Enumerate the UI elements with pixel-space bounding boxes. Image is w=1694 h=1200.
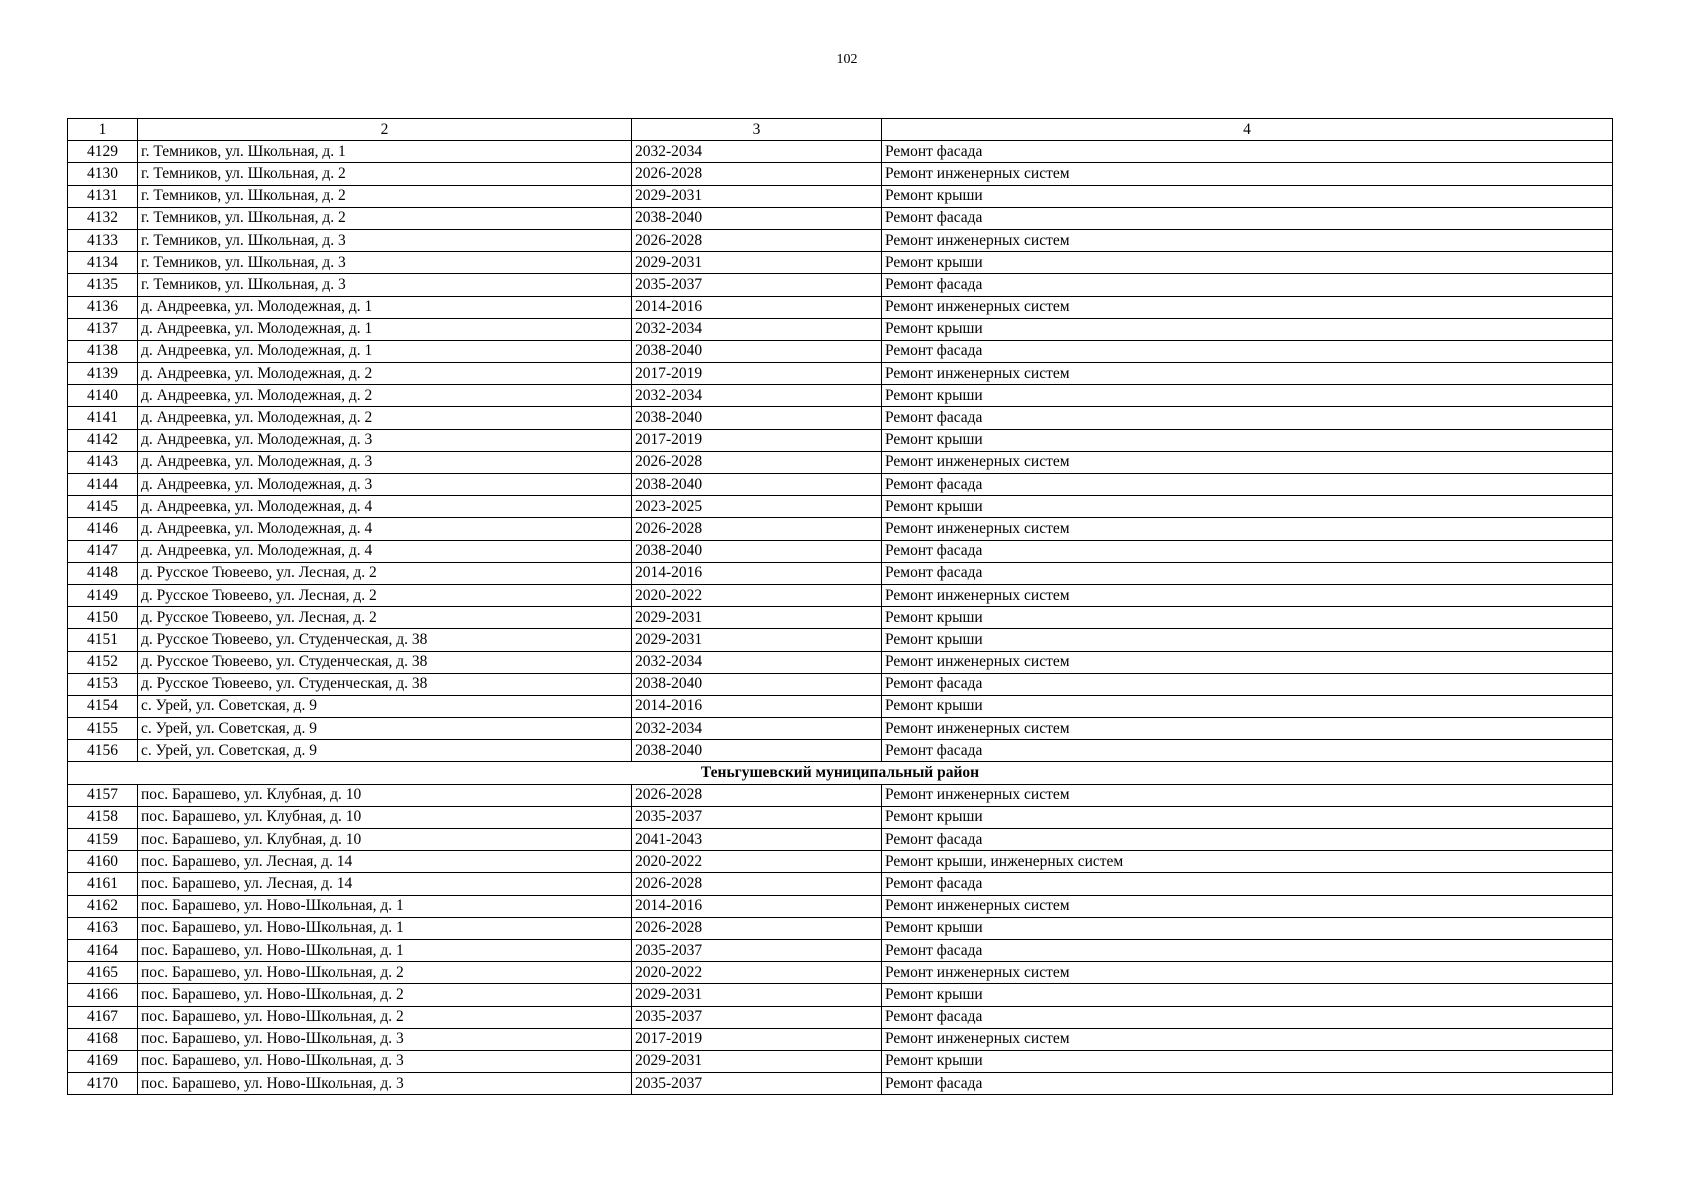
row-number: 4152	[68, 651, 138, 673]
table-row	[68, 141, 1613, 163]
row-number: 4150	[68, 607, 138, 629]
row-number: 4149	[68, 584, 138, 606]
table-row	[68, 784, 1613, 806]
table-row	[68, 207, 1613, 229]
work-type-cell: Ремонт фасада	[882, 274, 1613, 296]
work-type-cell: Ремонт фасада	[882, 562, 1613, 584]
address-cell: д. Русское Тювеево, ул. Студенческая, д. 38	[138, 629, 632, 651]
section-title: Теньгушевский муниципальный район	[68, 762, 1613, 784]
table-row	[68, 651, 1613, 673]
period-cell: 2017-2019	[632, 363, 882, 385]
work-type-cell: Ремонт инженерных систем	[882, 229, 1613, 251]
row-number: 4146	[68, 518, 138, 540]
table-row	[68, 363, 1613, 385]
period-cell: 2038-2040	[632, 207, 882, 229]
table-row	[68, 873, 1613, 895]
table-row	[68, 163, 1613, 185]
table-row	[68, 429, 1613, 451]
period-cell: 2035-2037	[632, 806, 882, 828]
work-type-cell: Ремонт инженерных систем	[882, 784, 1613, 806]
period-cell: 2032-2034	[632, 651, 882, 673]
period-cell: 2038-2040	[632, 474, 882, 496]
address-cell: д. Андреевка, ул. Молодежная, д. 3	[138, 451, 632, 473]
address-cell: пос. Барашево, ул. Ново-Школьная, д. 3	[138, 1073, 632, 1095]
address-cell: г. Темников, ул. Школьная, д. 3	[138, 229, 632, 251]
table-row	[68, 962, 1613, 984]
work-type-cell: Ремонт крыши	[882, 318, 1613, 340]
table-row	[68, 496, 1613, 518]
row-number: 4167	[68, 1006, 138, 1028]
table-row	[68, 895, 1613, 917]
period-cell: 2029-2031	[632, 607, 882, 629]
address-cell: д. Андреевка, ул. Молодежная, д. 3	[138, 429, 632, 451]
row-number: 4164	[68, 939, 138, 961]
row-number: 4135	[68, 274, 138, 296]
address-cell: пос. Барашево, ул. Ново-Школьная, д. 1	[138, 939, 632, 961]
address-cell: д. Андреевка, ул. Молодежная, д. 2	[138, 363, 632, 385]
period-cell: 2026-2028	[632, 451, 882, 473]
address-cell: пос. Барашево, ул. Ново-Школьная, д. 3	[138, 1050, 632, 1072]
work-type-cell: Ремонт крыши	[882, 806, 1613, 828]
work-type-cell: Ремонт фасада	[882, 939, 1613, 961]
address-cell: пос. Барашево, ул. Ново-Школьная, д. 2	[138, 984, 632, 1006]
header-col-1: 1	[68, 119, 138, 141]
work-type-cell: Ремонт инженерных систем	[882, 363, 1613, 385]
period-cell: 2038-2040	[632, 740, 882, 762]
row-number: 4139	[68, 363, 138, 385]
address-cell: пос. Барашево, ул. Лесная, д. 14	[138, 873, 632, 895]
period-cell: 2032-2034	[632, 385, 882, 407]
row-number: 4138	[68, 340, 138, 362]
table-row	[68, 1073, 1613, 1095]
work-type-cell: Ремонт фасада	[882, 873, 1613, 895]
work-type-cell: Ремонт крыши	[882, 496, 1613, 518]
period-cell: 2026-2028	[632, 784, 882, 806]
address-cell: д. Андреевка, ул. Молодежная, д. 4	[138, 540, 632, 562]
row-number: 4169	[68, 1050, 138, 1072]
address-cell: д. Андреевка, ул. Молодежная, д. 4	[138, 518, 632, 540]
row-number: 4158	[68, 806, 138, 828]
work-type-cell: Ремонт инженерных систем	[882, 518, 1613, 540]
row-number: 4162	[68, 895, 138, 917]
work-type-cell: Ремонт фасада	[882, 740, 1613, 762]
address-cell: с. Урей, ул. Советская, д. 9	[138, 740, 632, 762]
table-row	[68, 829, 1613, 851]
period-cell: 2038-2040	[632, 673, 882, 695]
row-number: 4153	[68, 673, 138, 695]
period-cell: 2026-2028	[632, 917, 882, 939]
table-row	[68, 407, 1613, 429]
address-cell: г. Темников, ул. Школьная, д. 2	[138, 163, 632, 185]
table-row	[68, 806, 1613, 828]
address-cell: д. Андреевка, ул. Молодежная, д. 1	[138, 318, 632, 340]
row-number: 4165	[68, 962, 138, 984]
work-type-cell: Ремонт крыши	[882, 252, 1613, 274]
work-type-cell: Ремонт крыши	[882, 429, 1613, 451]
address-cell: д. Андреевка, ул. Молодежная, д. 3	[138, 474, 632, 496]
table-row	[68, 1050, 1613, 1072]
address-cell: д. Русское Тювеево, ул. Студенческая, д. 38	[138, 673, 632, 695]
row-number: 4130	[68, 163, 138, 185]
period-cell: 2020-2022	[632, 584, 882, 606]
row-number: 4144	[68, 474, 138, 496]
address-cell: пос. Барашево, ул. Лесная, д. 14	[138, 851, 632, 873]
address-cell: пос. Барашево, ул. Ново-Школьная, д. 1	[138, 895, 632, 917]
table-row	[68, 1006, 1613, 1028]
work-type-cell: Ремонт крыши	[882, 1050, 1613, 1072]
period-cell: 2038-2040	[632, 407, 882, 429]
table-row	[68, 540, 1613, 562]
table-row	[68, 629, 1613, 651]
period-cell: 2014-2016	[632, 895, 882, 917]
row-number: 4160	[68, 851, 138, 873]
work-type-cell: Ремонт фасада	[882, 673, 1613, 695]
table-row	[68, 851, 1613, 873]
row-number: 4168	[68, 1028, 138, 1050]
row-number: 4134	[68, 252, 138, 274]
row-number: 4170	[68, 1073, 138, 1095]
row-number: 4163	[68, 917, 138, 939]
row-number: 4143	[68, 451, 138, 473]
table-body	[68, 141, 1613, 1095]
row-number: 4155	[68, 718, 138, 740]
work-type-cell: Ремонт инженерных систем	[882, 584, 1613, 606]
row-number: 4133	[68, 229, 138, 251]
work-type-cell: Ремонт крыши	[882, 629, 1613, 651]
table-row	[68, 318, 1613, 340]
period-cell: 2032-2034	[632, 718, 882, 740]
period-cell: 2035-2037	[632, 939, 882, 961]
table-row	[68, 673, 1613, 695]
table-row	[68, 474, 1613, 496]
work-type-cell: Ремонт фасада	[882, 474, 1613, 496]
row-number: 4166	[68, 984, 138, 1006]
table-row	[68, 718, 1613, 740]
work-type-cell: Ремонт фасада	[882, 1073, 1613, 1095]
table-row	[68, 917, 1613, 939]
address-cell: пос. Барашево, ул. Клубная, д. 10	[138, 784, 632, 806]
work-type-cell: Ремонт инженерных систем	[882, 296, 1613, 318]
header-col-3: 3	[632, 119, 882, 141]
page-number: 102	[836, 52, 858, 67]
header-row	[68, 119, 1613, 141]
row-number: 4151	[68, 629, 138, 651]
address-cell: пос. Барашево, ул. Ново-Школьная, д. 2	[138, 962, 632, 984]
table-row	[68, 252, 1613, 274]
address-cell: пос. Барашево, ул. Ново-Школьная, д. 3	[138, 1028, 632, 1050]
work-type-cell: Ремонт фасада	[882, 540, 1613, 562]
work-type-cell: Ремонт инженерных систем	[882, 895, 1613, 917]
work-type-cell: Ремонт фасада	[882, 207, 1613, 229]
row-number: 4157	[68, 784, 138, 806]
row-number: 4154	[68, 695, 138, 717]
period-cell: 2029-2031	[632, 984, 882, 1006]
address-cell: д. Андреевка, ул. Молодежная, д. 2	[138, 407, 632, 429]
header-col-2: 2	[138, 119, 632, 141]
table-row	[68, 274, 1613, 296]
period-cell: 2023-2025	[632, 496, 882, 518]
table-row	[68, 607, 1613, 629]
table-row	[68, 1028, 1613, 1050]
table-row	[68, 518, 1613, 540]
work-type-cell: Ремонт фасада	[882, 407, 1613, 429]
period-cell: 2032-2034	[632, 318, 882, 340]
address-cell: пос. Барашево, ул. Клубная, д. 10	[138, 806, 632, 828]
table-row	[68, 385, 1613, 407]
row-number: 4156	[68, 740, 138, 762]
work-type-cell: Ремонт инженерных систем	[882, 451, 1613, 473]
work-type-cell: Ремонт инженерных систем	[882, 163, 1613, 185]
address-cell: д. Русское Тювеево, ул. Лесная, д. 2	[138, 607, 632, 629]
work-type-cell: Ремонт крыши	[882, 185, 1613, 207]
period-cell: 2014-2016	[632, 296, 882, 318]
address-cell: д. Русское Тювеево, ул. Лесная, д. 2	[138, 584, 632, 606]
period-cell: 2038-2040	[632, 340, 882, 362]
period-cell: 2026-2028	[632, 518, 882, 540]
period-cell: 2035-2037	[632, 1073, 882, 1095]
period-cell: 2041-2043	[632, 829, 882, 851]
work-type-cell: Ремонт инженерных систем	[882, 651, 1613, 673]
period-cell: 2026-2028	[632, 229, 882, 251]
row-number: 4131	[68, 185, 138, 207]
period-cell: 2014-2016	[632, 695, 882, 717]
table-row	[68, 296, 1613, 318]
address-cell: д. Андреевка, ул. Молодежная, д. 1	[138, 340, 632, 362]
row-number: 4140	[68, 385, 138, 407]
row-number: 4132	[68, 207, 138, 229]
table-row	[68, 939, 1613, 961]
table-row	[68, 451, 1613, 473]
table-row	[68, 562, 1613, 584]
work-type-cell: Ремонт крыши, инженерных систем	[882, 851, 1613, 873]
work-type-cell: Ремонт крыши	[882, 607, 1613, 629]
work-type-cell: Ремонт крыши	[882, 917, 1613, 939]
work-type-cell: Ремонт крыши	[882, 385, 1613, 407]
table-row	[68, 229, 1613, 251]
work-type-cell: Ремонт фасада	[882, 1006, 1613, 1028]
address-cell: с. Урей, ул. Советская, д. 9	[138, 718, 632, 740]
period-cell: 2026-2028	[632, 873, 882, 895]
address-cell: г. Темников, ул. Школьная, д. 3	[138, 274, 632, 296]
table-row	[68, 584, 1613, 606]
address-cell: д. Русское Тювеево, ул. Студенческая, д. 38	[138, 651, 632, 673]
period-cell: 2017-2019	[632, 429, 882, 451]
table-row	[68, 984, 1613, 1006]
period-cell: 2014-2016	[632, 562, 882, 584]
row-number: 4161	[68, 873, 138, 895]
row-number: 4147	[68, 540, 138, 562]
period-cell: 2035-2037	[632, 1006, 882, 1028]
work-type-cell: Ремонт крыши	[882, 984, 1613, 1006]
row-number: 4142	[68, 429, 138, 451]
work-type-cell: Ремонт фасада	[882, 141, 1613, 163]
table-row	[68, 340, 1613, 362]
address-cell: г. Темников, ул. Школьная, д. 2	[138, 185, 632, 207]
row-number: 4145	[68, 496, 138, 518]
address-cell: д. Русское Тювеево, ул. Лесная, д. 2	[138, 562, 632, 584]
address-cell: г. Темников, ул. Школьная, д. 1	[138, 141, 632, 163]
header-col-4: 4	[882, 119, 1613, 141]
section-row	[68, 762, 1613, 784]
work-type-cell: Ремонт фасада	[882, 829, 1613, 851]
address-cell: д. Андреевка, ул. Молодежная, д. 1	[138, 296, 632, 318]
period-cell: 2038-2040	[632, 540, 882, 562]
row-number: 4141	[68, 407, 138, 429]
period-cell: 2017-2019	[632, 1028, 882, 1050]
period-cell: 2035-2037	[632, 274, 882, 296]
row-number: 4136	[68, 296, 138, 318]
address-cell: д. Андреевка, ул. Молодежная, д. 4	[138, 496, 632, 518]
period-cell: 2020-2022	[632, 962, 882, 984]
table-row	[68, 695, 1613, 717]
period-cell: 2032-2034	[632, 141, 882, 163]
table-row	[68, 740, 1613, 762]
address-cell: с. Урей, ул. Советская, д. 9	[138, 695, 632, 717]
period-cell: 2029-2031	[632, 252, 882, 274]
address-cell: г. Темников, ул. Школьная, д. 2	[138, 207, 632, 229]
work-type-cell: Ремонт крыши	[882, 695, 1613, 717]
address-cell: пос. Барашево, ул. Ново-Школьная, д. 1	[138, 917, 632, 939]
period-cell: 2020-2022	[632, 851, 882, 873]
period-cell: 2026-2028	[632, 163, 882, 185]
address-cell: г. Темников, ул. Школьная, д. 3	[138, 252, 632, 274]
row-number: 4159	[68, 829, 138, 851]
row-number: 4137	[68, 318, 138, 340]
work-type-cell: Ремонт инженерных систем	[882, 718, 1613, 740]
row-number: 4148	[68, 562, 138, 584]
period-cell: 2029-2031	[632, 629, 882, 651]
period-cell: 2029-2031	[632, 185, 882, 207]
period-cell: 2029-2031	[632, 1050, 882, 1072]
repair-schedule-table	[67, 118, 1613, 1095]
work-type-cell: Ремонт инженерных систем	[882, 962, 1613, 984]
address-cell: д. Андреевка, ул. Молодежная, д. 2	[138, 385, 632, 407]
row-number: 4129	[68, 141, 138, 163]
address-cell: пос. Барашево, ул. Ново-Школьная, д. 2	[138, 1006, 632, 1028]
work-type-cell: Ремонт фасада	[882, 340, 1613, 362]
address-cell: пос. Барашево, ул. Клубная, д. 10	[138, 829, 632, 851]
work-type-cell: Ремонт инженерных систем	[882, 1028, 1613, 1050]
table-row	[68, 185, 1613, 207]
